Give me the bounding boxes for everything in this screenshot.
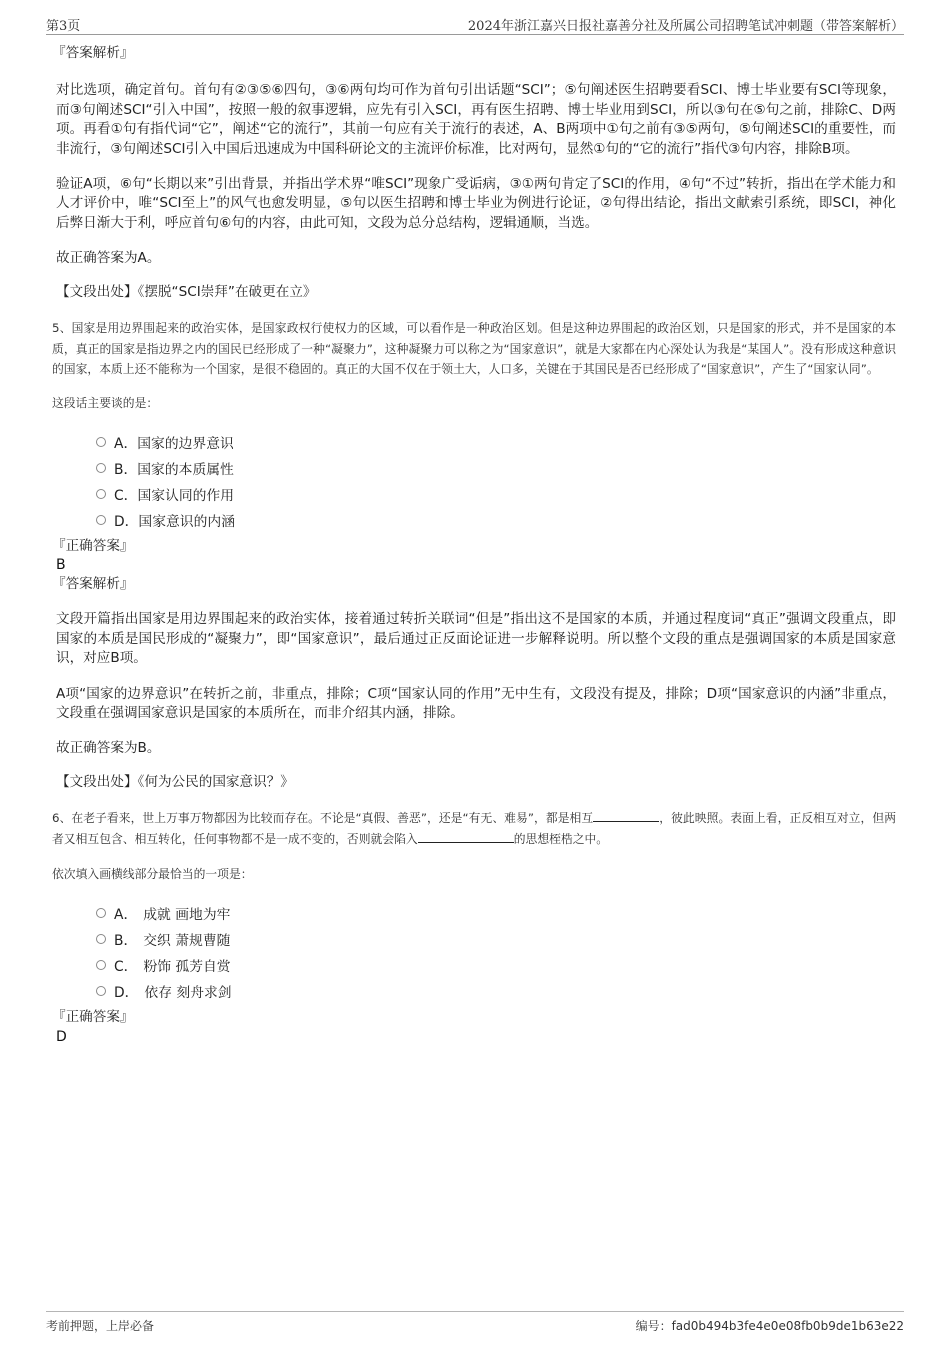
q6-stem-part-2: ，彼此映照。表面上看，正反相互对立，但两者又相互包含、相互转化，任何事物都不是一成不变的，否则就会陷入	[52, 811, 896, 846]
document-id-value: fad0b494b3fe4e0e08fb0b9de1b63e22	[671, 1319, 904, 1333]
q4-analysis-label: 『答案解析』	[52, 45, 134, 61]
option-letter: C．	[114, 959, 138, 976]
q5-analysis-paragraph-2: A项“国家的边界意识”在转折之前，非重点，排除；C项“国家认同的作用”无中生有，文段没有提及，排除；D项“国家意识的内涵”非重点，文段重在强调国家意识是国家的本质所在，而非介绍其内涵，排除。	[56, 685, 896, 721]
q5-analysis-paragraph-1: 文段开篇指出国家是用边界围起来的政治实体，接着通过转折关联词“但是”指出这不是国家的本质，并通过程度词“真正”强调文段重点，即国家的本质是国民形成的“凝聚力”，即“国家意识”，最后通过正反面论证进一步解释说明。所以整个文段的重点是强调国家的本质是国家意识，对应B项。	[56, 611, 896, 667]
footer-slogan: 考前押题，上岸必备	[46, 1319, 155, 1333]
document-id	[636, 1317, 904, 1334]
q6-options	[96, 900, 896, 1004]
option-text: 国家的本质属性	[137, 461, 234, 478]
q5-correct-answer: B	[56, 556, 66, 573]
q6-option-a[interactable]	[96, 900, 896, 926]
q5-option-c[interactable]	[96, 481, 896, 507]
radio-icon[interactable]	[96, 908, 106, 918]
q6-correct-answer: D	[56, 1028, 67, 1045]
q5-correct-label: 『正确答案』	[52, 537, 134, 554]
option-text: 国家意识的内涵	[138, 513, 235, 530]
q6-stem	[52, 808, 896, 849]
blank-line-2	[418, 830, 514, 843]
radio-icon[interactable]	[96, 463, 106, 473]
page-footer	[46, 1311, 904, 1336]
radio-icon[interactable]	[96, 437, 106, 447]
q5-option-d[interactable]	[96, 507, 896, 533]
q6-option-b[interactable]	[96, 926, 896, 952]
q5-option-b[interactable]	[96, 455, 896, 481]
page-header	[46, 12, 904, 35]
page-number: 第3页	[46, 19, 81, 34]
option-letter: D．	[114, 985, 139, 1002]
option-text: 成就 画地为牢	[143, 907, 231, 924]
q4-source-title: 《摆脱“SCI崇拜”在破更在立》	[137, 283, 317, 300]
q6-stem-part-3: 的思想桎梏之中。	[513, 831, 609, 846]
q4-analysis-paragraph-1: 对比选项，确定首句。首句有②③⑤⑥四句，③⑥两句均可作为首句引出话题“SCI”；⑤句阐述医生招聘要看SCI、博士毕业要有SCI等现象，而③句阐述SCI“引入中国”，按照一般的叙事逻辑，应先有引入SCI，再有医生招聘、博士毕业用到SCI，所以③句在⑤句之前，排除C、D两项。再看①句有指代词“它”，阐述“它的流行”，其前一句应有关于流行的表述，A、B两项中①句之前有③⑤两句，⑤句阐述SCI的重要性，而非流行，③句阐述SCI引入中国后迅速成为中国科研论文的主流评价标准，比对两句，显然①句的“它的流行”指代③句内容，排除B项。	[56, 82, 896, 157]
q4-source	[56, 283, 896, 302]
q5-source-label: 【文段出处】	[56, 773, 138, 790]
radio-icon[interactable]	[96, 934, 106, 944]
q5-source	[56, 773, 896, 792]
q5-answer-conclusion: 故正确答案为B。	[56, 740, 161, 757]
option-text: 交织 萧规曹随	[143, 933, 231, 950]
option-text: 依存 刻舟求剑	[144, 985, 232, 1002]
q4-analysis-paragraph-2: 验证A项，⑥句“长期以来”引出背景，并指出学术界“唯SCI”现象广受诟病，③①两句肯定了SCI的作用，④句“不过”转折，指出在学术能力和人才评价中，唯“SCI至上”的风气也愈发明显，⑤句以医生招聘和博士毕业为例进行论证，②句得出结论，指出文献索引系统，即SCI，神化后弊日渐大于利，呼应首句⑥句的内容，由此可知，文段为总分总结构，逻辑通顺，当选。	[56, 176, 896, 231]
page-content	[52, 44, 896, 1047]
option-letter: C．	[114, 487, 138, 504]
q4-answer-conclusion: 故正确答案为A。	[56, 250, 161, 267]
q6-correct-label: 『正确答案』	[52, 1009, 134, 1026]
option-letter: A．	[114, 907, 138, 924]
document-title: 2024年浙江嘉兴日报社嘉善分社及所属公司招聘笔试冲刺题（带答案解析）	[467, 19, 904, 34]
q5-options	[96, 429, 896, 533]
radio-icon[interactable]	[96, 515, 106, 525]
option-letter: D．	[114, 513, 139, 530]
q4-source-label: 【文段出处】	[56, 283, 138, 300]
q5-prompt: 这段话主要谈的是：	[52, 395, 159, 410]
option-text: 国家的边界意识	[137, 435, 234, 452]
q6-option-d[interactable]	[96, 978, 896, 1004]
q6-stem-part-1: 6、在老子看来，世上万事万物都因为比较而存在。不论是“真假、善恶”，还是“有无、难易”，都是相互	[52, 811, 594, 826]
radio-icon[interactable]	[96, 489, 106, 499]
radio-icon[interactable]	[96, 986, 106, 996]
q5-stem: 5、国家是用边界围起来的政治实体，是国家政权行使权力的区域，可以看作是一种政治区划。但是这种边界围起的政治区划，只是国家的形式，并不是国家的本质，真正的国家是指边界之内的国民已经形成了一种“凝聚力”，这种凝聚力可以称之为“国家意识”，就是大家都在内心深处认为我是“某国人”。没有形成这种意识的国家，本质上还不能称为一个国家，是很不稳固的。真正的大国不仅在于领土大，人口多，关键在于其国民是否已经形成了“国家意识”，产生了“国家认同”。	[52, 321, 896, 377]
option-letter: B．	[114, 461, 138, 478]
q6-option-c[interactable]	[96, 952, 896, 978]
option-text: 粉饰 孤芳自赏	[143, 959, 231, 976]
q6-prompt: 依次填入画横线部分最恰当的一项是：	[52, 867, 253, 882]
option-text: 国家认同的作用	[137, 487, 235, 504]
blank-line-1	[593, 809, 659, 822]
q5-analysis-label: 『答案解析』	[52, 575, 134, 592]
q5-source-title: 《何为公民的国家意识？》	[137, 773, 294, 790]
radio-icon[interactable]	[96, 960, 106, 970]
option-letter: B．	[114, 933, 138, 950]
q5-option-a[interactable]	[96, 429, 896, 455]
document-id-label: 编号：	[635, 1319, 672, 1333]
option-letter: A．	[114, 435, 138, 452]
